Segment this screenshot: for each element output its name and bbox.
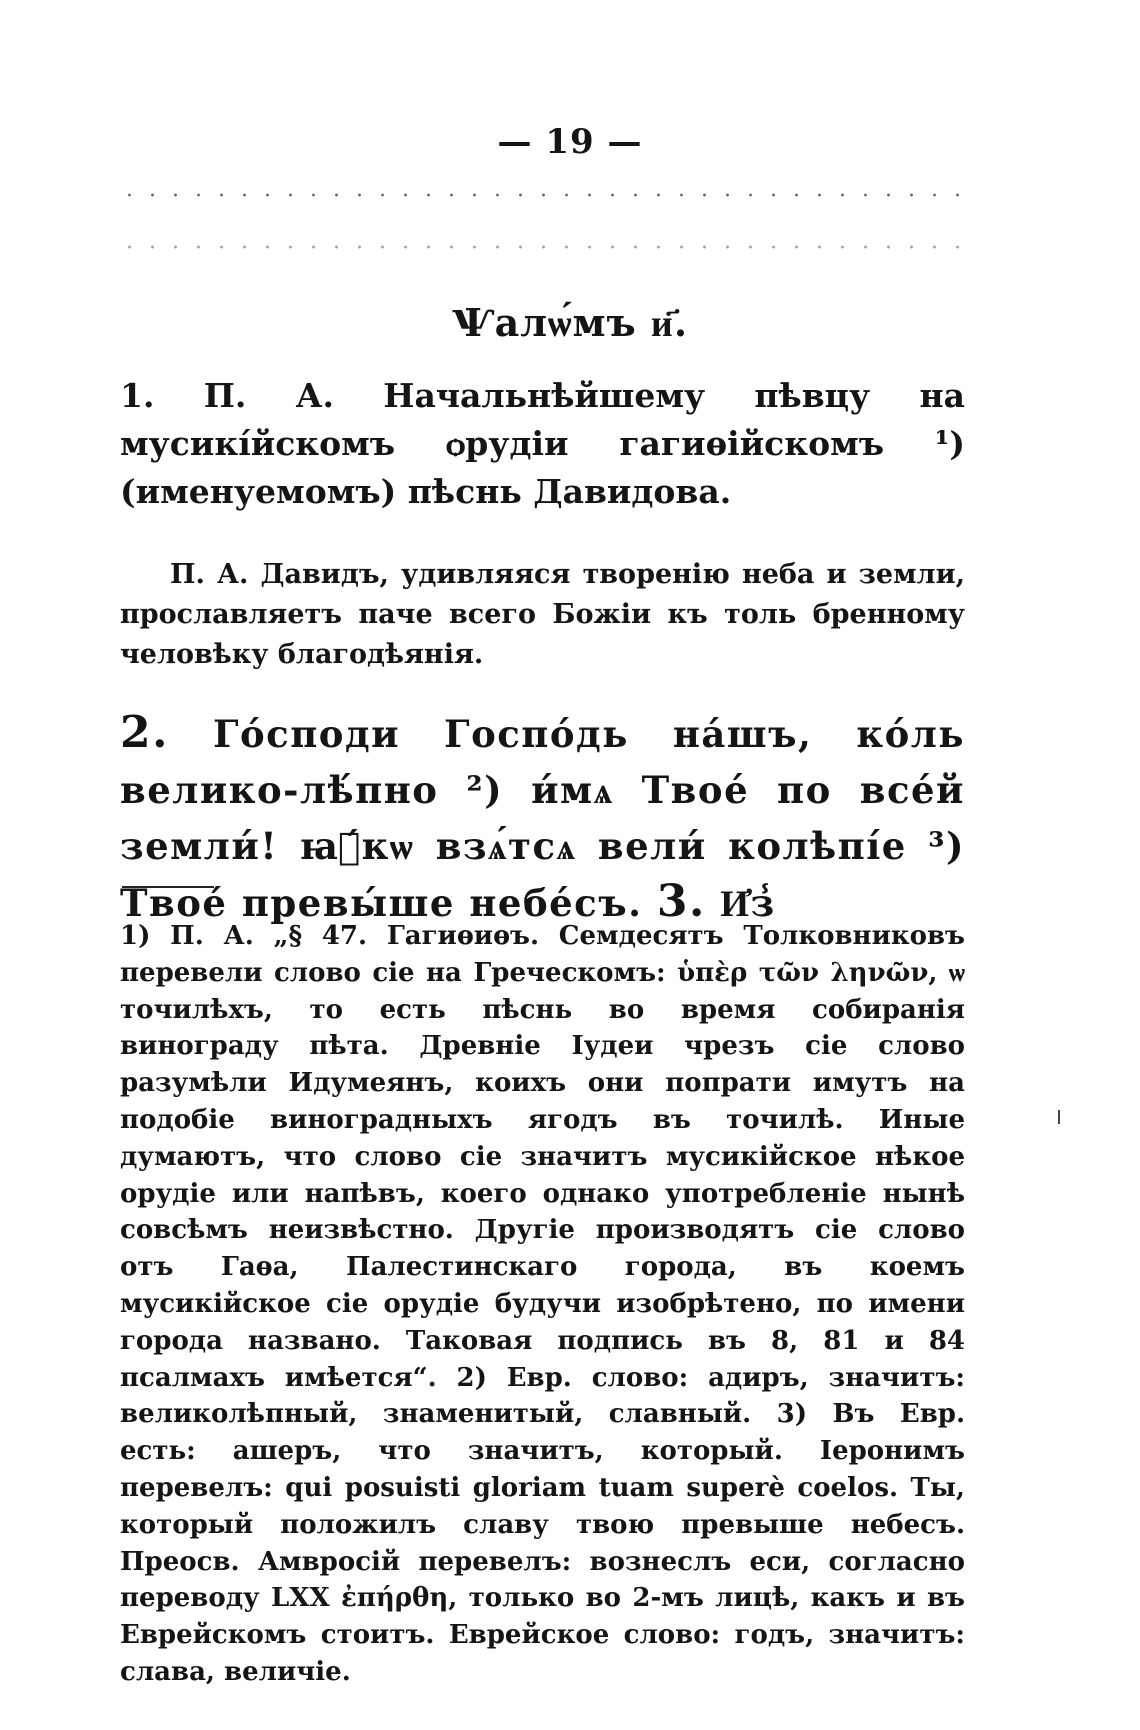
bleed-through-line-2 (118, 242, 968, 252)
psalm-superscription: 1. П. А. Начальнѣйшему пѣвцу на мусикі́йскомъ ѻрудіи гагиѳійскомъ ¹) (именуемомъ) пѣснь Давидова. (120, 376, 965, 511)
psalm-summary: П. А. Давидъ, удивляяся творенію неба и земли, прославляетъ паче всего Божіи къ толь бренному человѣку благодѣянія. (120, 559, 965, 670)
slavonic-verses (120, 705, 965, 931)
stray-mark (1058, 1110, 1060, 1124)
verse-2-text: Го́споди Госпо́дь на́шъ, ко́ль велико-лѣ́пно ²) и́мѧ Твое́ по все́й земли́! ꙗ҆́кѡ взѧ́тсѧ вели́ колѣпі́е ³) Твое́ превы́ше небе́съ. (120, 712, 965, 925)
verse-number-2: 2. (120, 707, 169, 758)
verse-number-3: 3. (656, 876, 706, 927)
page-number: — 19 — (497, 122, 643, 162)
footnote-separator (122, 886, 214, 888)
bleed-through-line-1 (118, 190, 968, 200)
verse-3-start: И҆з̾ (720, 881, 776, 925)
psalm-heading: Ѱалѡ́мъ и҃. (451, 300, 689, 345)
footnotes: 1) П. А. „§ 47. Гагиѳиѳъ. Семдесятъ Толковниковъ перевели слово сіе на Греческомъ: ὑπὲρ τῶν ληνῶν, ѡ точилѣхъ, то есть пѣснь во время собиранія винограду пѣта. Древніе Іудеи чрезъ сіе слово разумѣли Идумеянъ, коихъ они попрати имутъ на подобіе виноградныхъ ягодъ въ точилѣ. Иные думаютъ, что слово сіе значитъ мусикійское нѣкое орудіе или напѣвъ, коего однако употребленіе нынѣ совсѣмъ неизвѣстно. Другіе производятъ сіе слово отъ Гаѳа, Палестинскаго города, въ коемъ мусикійское сіе орудіе будучи изобрѣтено, по имени города названо. Таковая подпись въ 8, 81 и 84 псалмахъ имѣется“. 2) Евр. слово: адиръ, значитъ: великолѣпный, знаменитый, славный. 3) Въ Евр. есть: ашеръ, что значитъ, который. Іеронимъ перевелъ: qui posuisti gloriam tuam superè coelos. Ты, который положилъ славу твою превыше небесъ. Преосв. Амвросій перевелъ: вознеслъ еси, согласно переводу LXX ἐπήρθη, только во 2-мъ лицѣ, какъ и въ Еврейскомъ стоитъ. Еврейское слово: годъ, значитъ: слава, величіе. (120, 921, 965, 1687)
